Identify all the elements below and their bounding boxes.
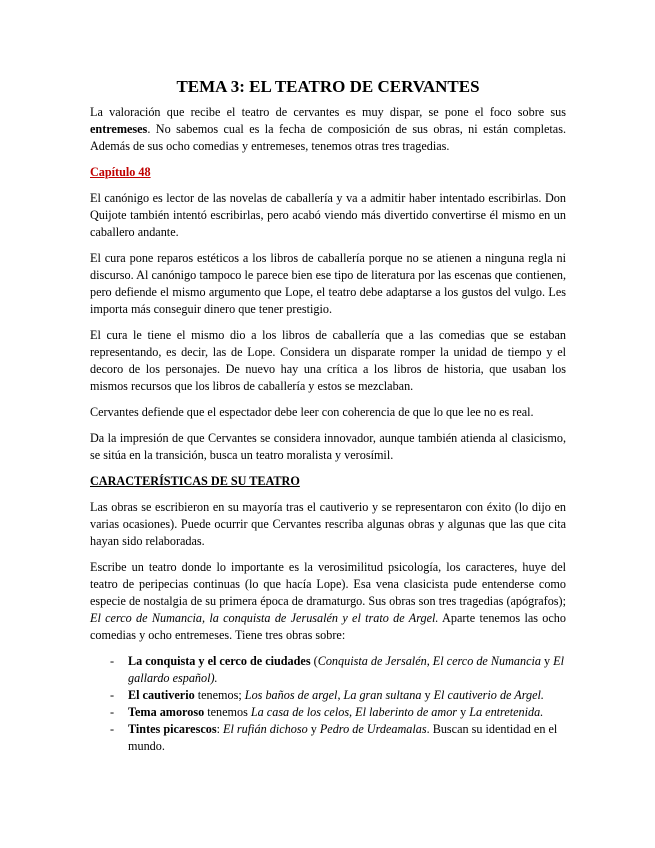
list-item-italic: Conquista de Jersalén, El cerco de Numancia <box>317 654 541 668</box>
list-item-bold: El cautiverio <box>128 688 195 702</box>
chapter-heading: Capítulo 48 <box>90 165 151 179</box>
intro-paragraph <box>90 104 566 155</box>
paragraph: El canónigo es lector de las novelas de caballería y va a admitir haber intentado escribirlas. Don Quijote también intentó escribirlas, pero acabó viendo más divertido convertirse él mismo en un caballero andante. <box>90 191 566 239</box>
list-item-italic: El cautiverio de Argel. <box>433 688 544 702</box>
document-body <box>90 76 566 755</box>
list-item-text: . Buscan su identidad en el mundo. <box>128 722 558 753</box>
list-item-italic: El rufián dichoso <box>223 722 308 736</box>
page-title: TEMA 3: EL TEATRO DE CERVANTES <box>176 77 480 96</box>
list-item-text: ( <box>310 654 318 668</box>
themes-list <box>90 653 566 755</box>
paragraph-works <box>90 559 566 644</box>
list-item-bold: La conquista y el cerco de ciudades <box>128 654 311 668</box>
list-item-text: : <box>216 722 224 736</box>
list-item-italic: Los baños de argel, La gran sultana <box>244 688 422 702</box>
list-item-text: tenemos <box>204 705 251 719</box>
paragraph: El cura le tiene el mismo dio a los libros de caballería que a las comedias que se estaban representando, es decir, las de Lope. Considera un disparate romper la unidad de tiempo y el decoro de los personajes. De nuevo hay una crítica a los libros de historia, que usaban los mismos recursos que los libros de caballería y estos se mezclaban. <box>90 328 566 393</box>
section-heading: CARACTERÍSTICAS DE SU TEATRO <box>90 474 300 488</box>
list-item <box>90 704 566 721</box>
list-item <box>90 653 566 687</box>
works-text-a: Escribe un teatro donde lo importante es la verosimilitud psicología, los caracteres, huye del teatro de peripecias continuas (lo que hacía Lope). Esa vena clasicista pude entenderse como especie de nostalgia de su primera época de dramaturgo. Sus obras son tres tragedias (apógrafos); <box>90 560 566 608</box>
list-item-italic: Pedro de Urdeamalas <box>319 722 427 736</box>
paragraph: El cura pone reparos estéticos a los libros de caballería porque no se atienen a ninguna regla ni discurso. Al canónigo tampoco le parece bien ese tipo de literatura por las escenas que contienen, pero defiende el mismo argumento que Lope, el teatro debe adaptarse a los gustos del vulgo. Les importa más conseguir dinero que tener prestigio. <box>90 251 566 316</box>
list-item <box>90 687 566 704</box>
list-item-text: tenemos; <box>194 688 245 702</box>
paragraph: Cervantes defiende que el espectador debe leer con coherencia de que lo que lee no es real. <box>90 405 534 419</box>
works-text-c: Aparte tenemos las ocho comedias y ocho entremeses. Tiene tres obras sobre: <box>90 611 566 642</box>
list-item-bold: Tema amoroso <box>128 705 205 719</box>
intro-text-a: La valoración que recibe el teatro de cervantes es muy dispar, se pone el foco sobre sus <box>90 105 566 119</box>
list-item <box>90 721 566 755</box>
intro-text-c: . No sabemos cual es la fecha de composición de sus obras, ni están completas. Además de sus ocho comedias y entremeses, tenemos otras tres tragedias. <box>90 122 566 153</box>
paragraph: Las obras se escribieron en su mayoría tras el cautiverio y se representaron con éxito (lo dijo en varias ocasiones). Puede ocurrir que Cervantes rescriba algunas obras y algunas que las que cita hayan sido relaboradas. <box>90 500 566 548</box>
list-item-text: y <box>421 688 434 702</box>
works-titles: El cerco de Numancia, la conquista de Jerusalén y el trato de Argel. <box>90 611 439 625</box>
intro-bold: entremeses <box>90 122 148 136</box>
list-item-italic: La casa de los celos, El laberinto de amor <box>250 705 458 719</box>
list-item-text: y <box>540 654 554 668</box>
list-item-text: y <box>457 705 470 719</box>
list-item-bold: Tintes picarescos <box>128 722 217 736</box>
list-item-italic: El gallardo español). <box>128 654 565 685</box>
list-item-text: y <box>307 722 320 736</box>
list-item-italic: La entretenida. <box>469 705 544 719</box>
paragraph: Da la impresión de que Cervantes se considera innovador, aunque también atienda al clasicismo, se sitúa en la transición, busca un teatro moralista y verosímil. <box>90 431 566 462</box>
